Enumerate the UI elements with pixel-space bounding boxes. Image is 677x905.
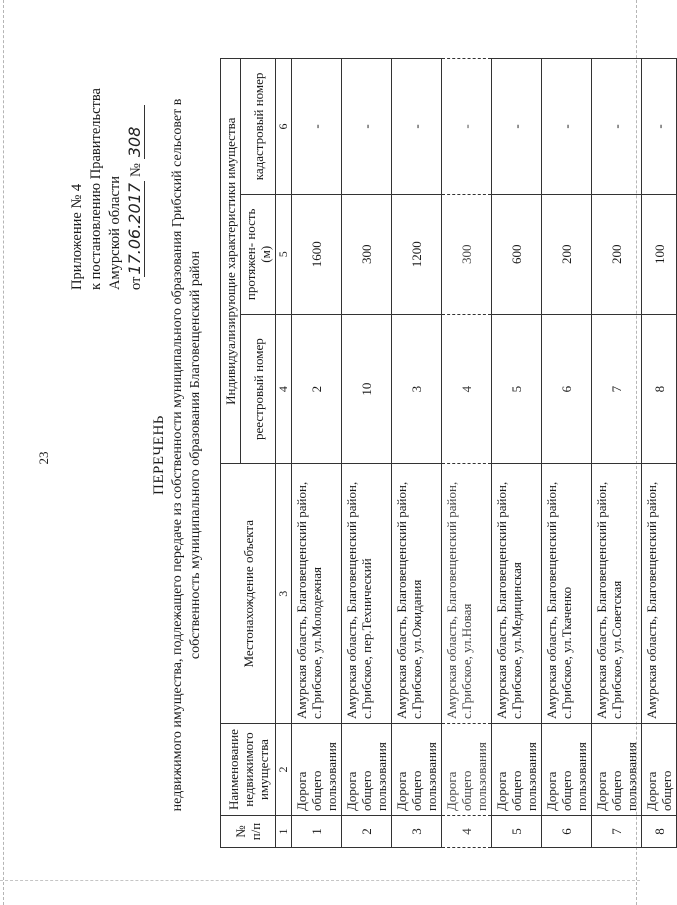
cell-number: 8 — [642, 816, 677, 848]
cell-cadastral: - — [542, 59, 592, 195]
cell-name: Дорога общего пользования — [292, 724, 342, 816]
cell-location: Амурская область, Благовещенский район, с.Грибское, ул.Медицинская — [492, 464, 542, 724]
cell-length: 600 — [492, 194, 542, 314]
cell-number: 2 — [342, 816, 392, 848]
cell-name: Дорога общего пользования — [492, 724, 542, 816]
cell-location: Амурская область, Благовещенский район, с.Грибское, ул.Советская — [592, 464, 642, 724]
cell-length: 1600 — [292, 194, 342, 314]
cell-registry: 6 — [542, 314, 592, 464]
cell-registry: 2 — [292, 314, 342, 464]
table-row — [492, 59, 542, 848]
document-heading — [150, 40, 205, 870]
cell-registry: 7 — [592, 314, 642, 464]
cell-cadastral: - — [292, 59, 342, 195]
document-title: ПЕРЕЧЕНЬ — [151, 415, 167, 495]
heading-line-1: недвижимого имущества, подлежащего передаче из собственности муниципального образования Грибский сельсовет в — [170, 98, 185, 812]
cell-registry: 10 — [342, 314, 392, 464]
column-number: 5 — [276, 194, 292, 314]
handwritten-date: 17.06.2017 — [125, 182, 144, 275]
scan-edge-bottom — [0, 880, 640, 881]
header-location: Местонахождение объекта — [221, 464, 276, 724]
cell-cadastral: - — [492, 59, 542, 195]
heading-line-2: собственность муниципального образования Благовещенский район — [188, 250, 203, 660]
column-number: 4 — [276, 314, 292, 464]
header-characteristics: Индивидуализирующие характеристики имущества — [221, 59, 241, 464]
cell-cadastral: - — [442, 59, 492, 195]
header-length: протяжен- ность (м) — [241, 194, 276, 314]
header-name: Наименование недвижимого имущества — [221, 724, 276, 816]
document-sheet — [50, 40, 674, 870]
cell-number: 6 — [542, 816, 592, 848]
column-number: 3 — [276, 464, 292, 724]
cell-name: Дорога общего пользования — [442, 724, 492, 816]
cell-length: 100 — [642, 194, 677, 314]
cell-location: Амурская область, Благовещенский район, с.Грибское, ул.Ткаченко — [542, 464, 592, 724]
cell-registry: 5 — [492, 314, 542, 464]
cell-name: Дорога общего — [642, 724, 677, 816]
table-row — [392, 59, 442, 848]
table-row — [292, 59, 342, 848]
header-num: № п/п — [221, 816, 276, 848]
cell-length: 300 — [442, 194, 492, 314]
cell-length: 1200 — [392, 194, 442, 314]
header-cadastral: кадастровый номер — [241, 59, 276, 195]
header-registry: реестровый номер — [241, 314, 276, 464]
cell-number: 4 — [442, 816, 492, 848]
cell-length: 200 — [542, 194, 592, 314]
cell-name: Дорога общего пользования — [392, 724, 442, 816]
cell-name: Дорога общего пользования — [342, 724, 392, 816]
cell-name: Дорога общего пользования — [592, 724, 642, 816]
cell-cadastral: - — [342, 59, 392, 195]
cell-length: 200 — [592, 194, 642, 314]
appendix-line-1: Приложение № 4 — [69, 183, 85, 290]
table-body — [276, 59, 677, 848]
cell-location: Амурская область, Благовещенский район, с.Грибское, ул.Ожидания — [392, 464, 442, 724]
column-number-row — [276, 59, 292, 848]
cell-location: Амурская область, Благовещенский район, с.Грибское, ул.Новая — [442, 464, 492, 724]
cell-cadastral: - — [592, 59, 642, 195]
date-prefix: от — [128, 276, 144, 290]
cell-length: 300 — [342, 194, 392, 314]
appendix-block — [68, 40, 146, 290]
cell-location: Амурская область, Благовещенский район, с.Грибское, пер.Технический — [342, 464, 392, 724]
table-row — [592, 59, 642, 848]
number-prefix: № — [128, 163, 144, 177]
cell-cadastral: - — [392, 59, 442, 195]
cell-location: Амурская область, Благовещенский район, с.Грибское, ул.Молодежная — [292, 464, 342, 724]
cell-number: 7 — [592, 816, 642, 848]
table-row — [542, 59, 592, 848]
cell-registry: 8 — [642, 314, 677, 464]
table-row — [442, 59, 492, 848]
cell-cadastral: - — [642, 59, 677, 195]
cell-registry: 4 — [442, 314, 492, 464]
cell-number: 5 — [492, 816, 542, 848]
cell-location: Амурская область, Благовещенский район, — [642, 464, 677, 724]
column-number: 2 — [276, 724, 292, 816]
appendix-line-3: Амурской области — [107, 176, 123, 290]
cell-number: 3 — [392, 816, 442, 848]
property-table — [220, 58, 677, 848]
appendix-line-2: к постановлению Правительства — [88, 88, 104, 290]
column-number: 6 — [276, 59, 292, 195]
column-number: 1 — [276, 816, 292, 848]
cell-name: Дорога общего пользования — [542, 724, 592, 816]
cell-number: 1 — [292, 816, 342, 848]
table-row — [642, 59, 677, 848]
table-row — [342, 59, 392, 848]
cell-registry: 3 — [392, 314, 442, 464]
handwritten-number: 308 — [125, 105, 145, 159]
appendix-date-line — [125, 40, 146, 290]
page-number: 23 — [36, 451, 51, 465]
scan-edge-left — [3, 0, 4, 905]
